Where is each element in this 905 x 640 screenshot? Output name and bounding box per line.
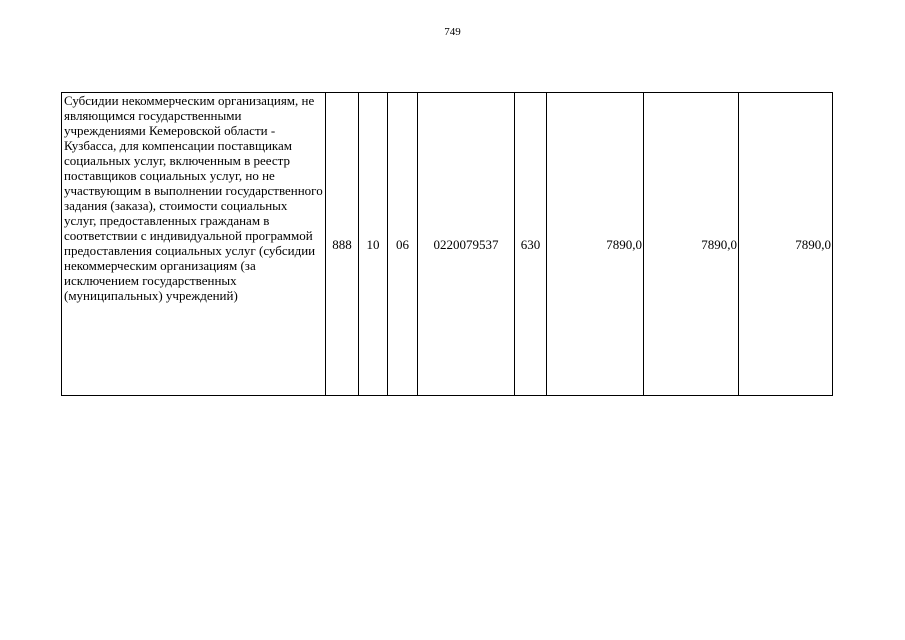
amount-2-cell: 7890,0 bbox=[644, 93, 739, 396]
amount-3-cell: 7890,0 bbox=[739, 93, 833, 396]
ministry-code-cell: 888 bbox=[326, 93, 359, 396]
subsection-cell: 06 bbox=[388, 93, 418, 396]
amount-1-cell: 7890,0 bbox=[547, 93, 644, 396]
table-row bbox=[62, 93, 833, 396]
budget-table bbox=[61, 92, 833, 396]
expense-type-cell: 630 bbox=[515, 93, 547, 396]
target-article-cell: 0220079537 bbox=[418, 93, 515, 396]
row-description: Субсидии некоммерческим организациям, не являющимся государственными учреждениями Кемеровской области - Кузбасса, для компенсации поставщикам социальных услуг, включенным в реестр поставщиков социальных услуг, но не участвующим в выполнении государственного задания (заказа), стоимости социальных услуг, предоставленных гражданам в соответствии с индивидуальной программой предоставления социальных услуг (субсидии некоммерческим организациям (за исключением государственных (муниципальных) учреждений) bbox=[62, 93, 326, 396]
page-number: 749 bbox=[444, 26, 461, 38]
section-cell: 10 bbox=[359, 93, 388, 396]
